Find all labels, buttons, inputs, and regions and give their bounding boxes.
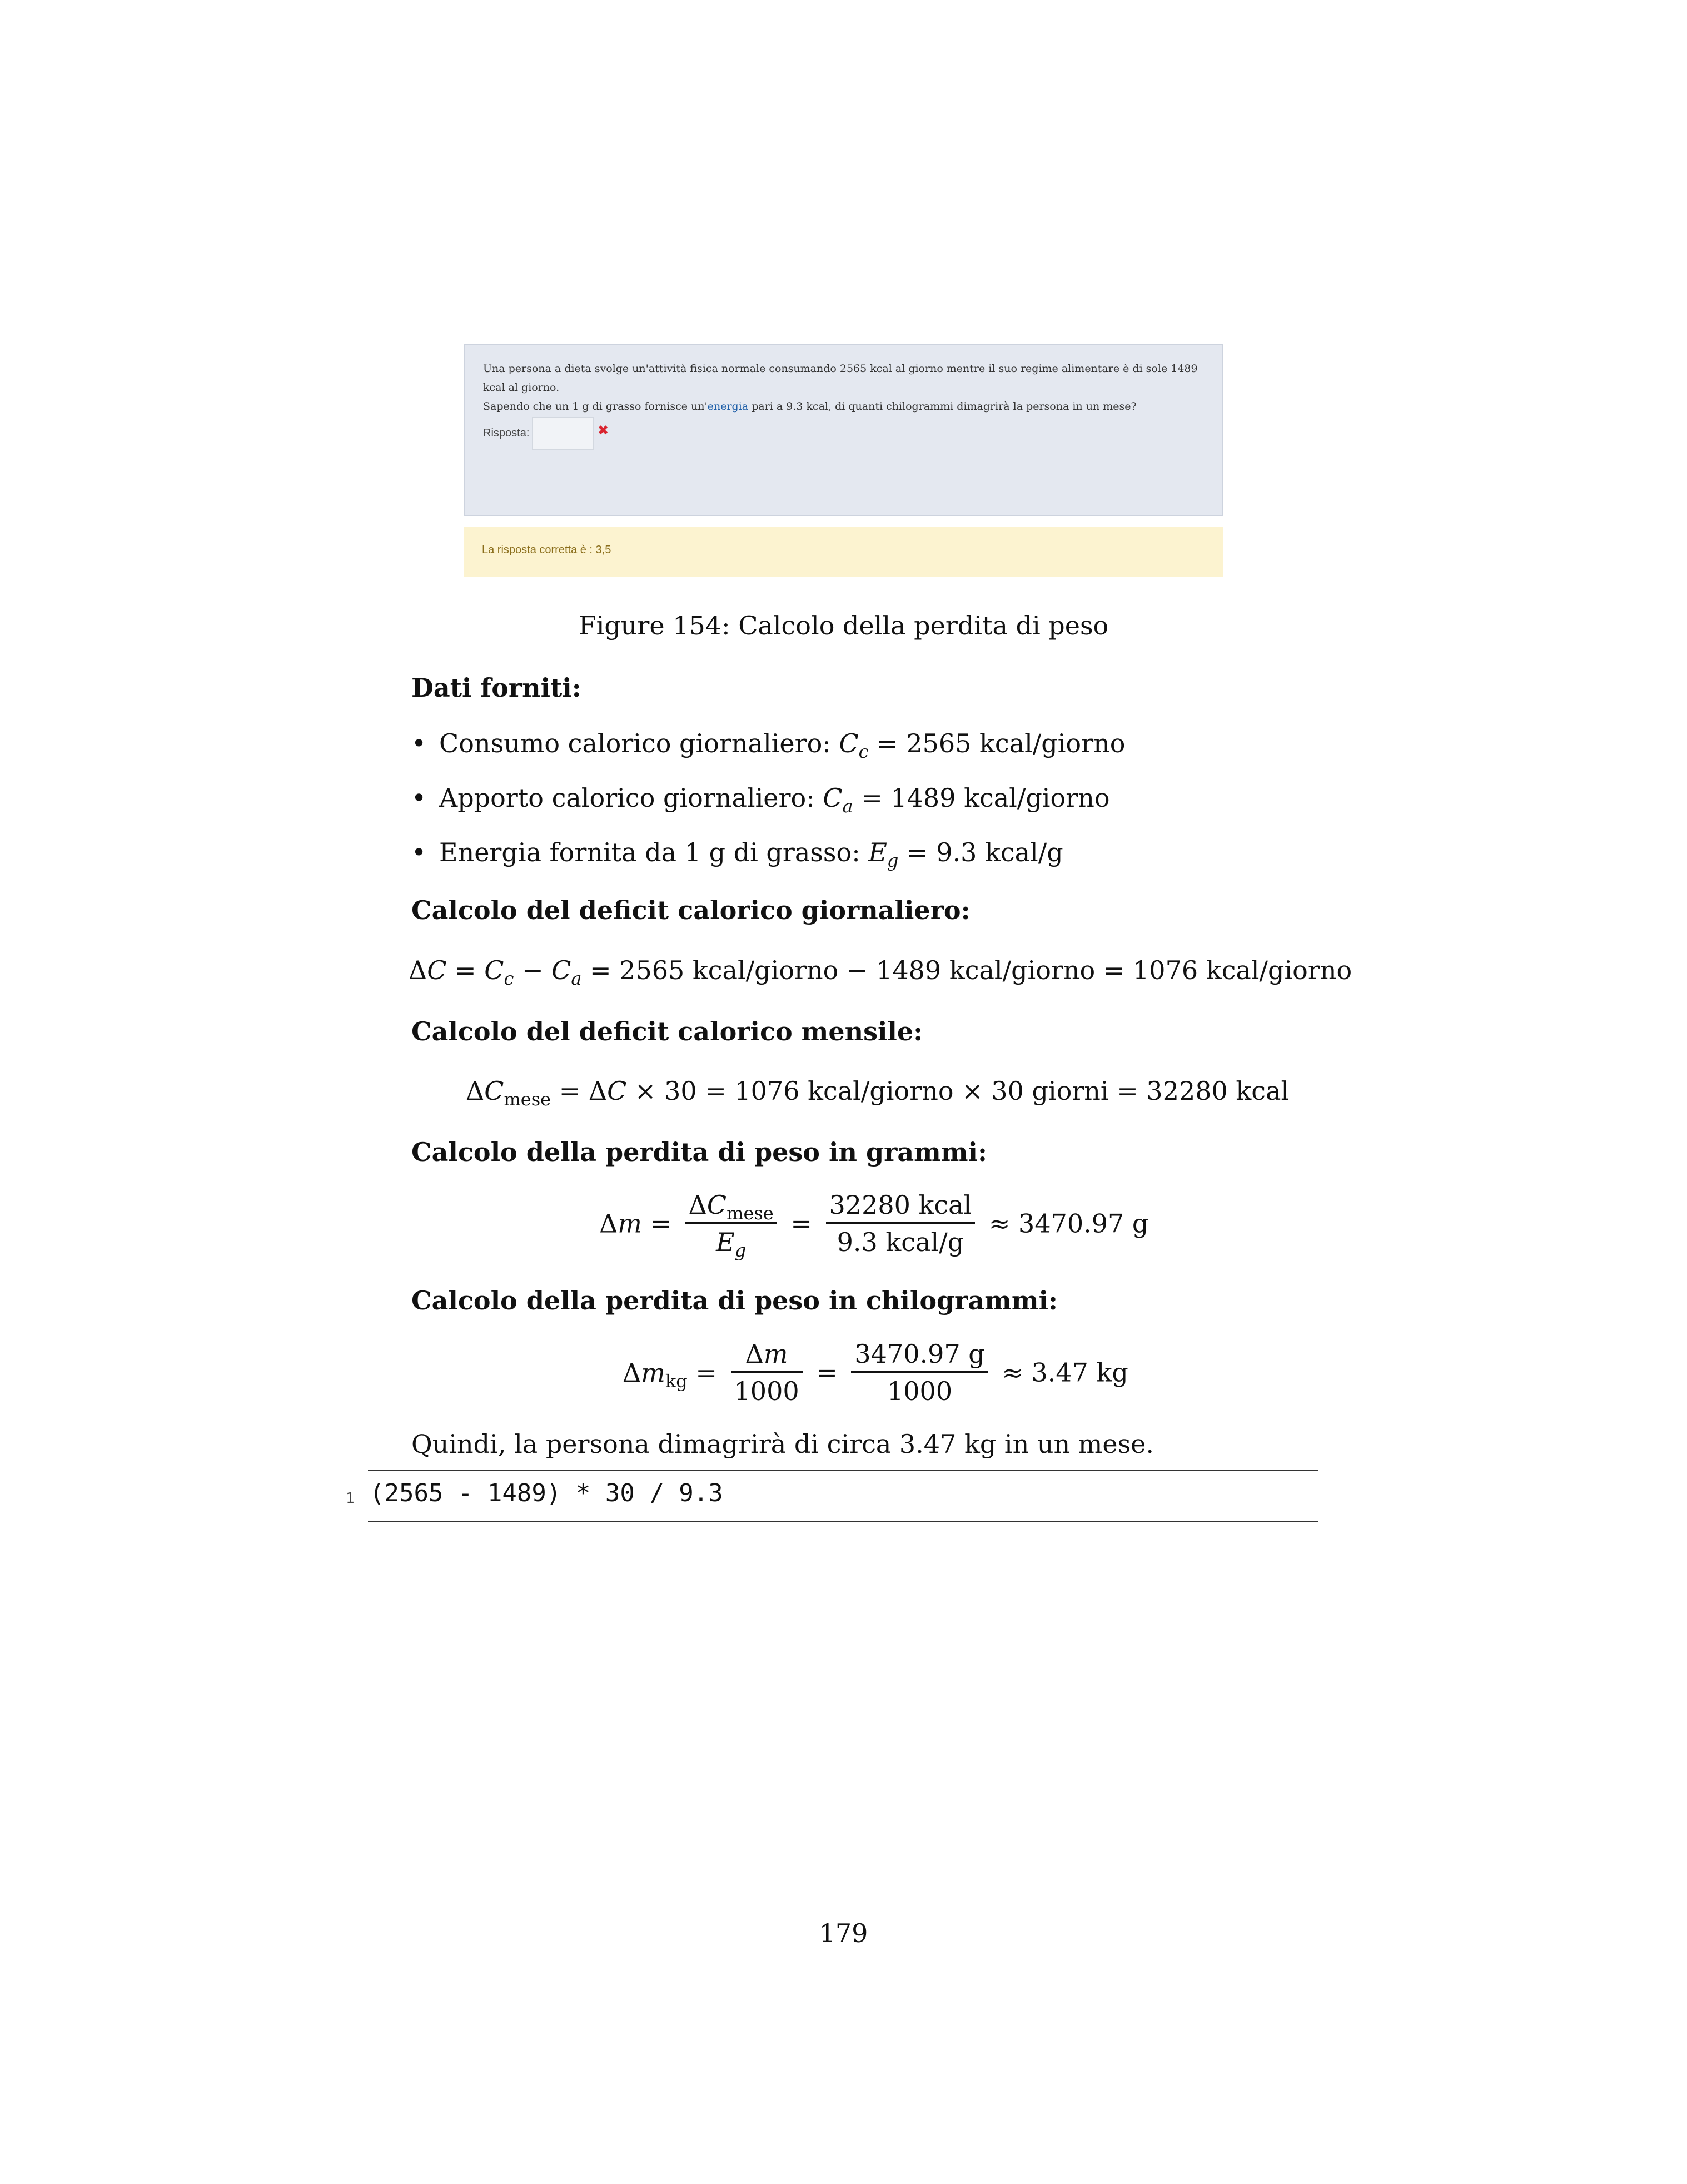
energia-link[interactable]: energia [707, 400, 749, 413]
fraction: $\frac{\Delta m}{1000}$ [731, 1339, 803, 1406]
answer-label: Risposta: [483, 427, 530, 439]
section-perdita-grammi: Calcolo della perdita di peso in grammi: [411, 1137, 987, 1167]
quiz-question [483, 359, 1206, 416]
page-number: 179 [819, 1918, 868, 1948]
section-deficit-giornaliero: Calcolo del deficit calorico giornaliero: [411, 895, 971, 925]
section-deficit-mensile: Calcolo del deficit calorico mensile: [411, 1016, 923, 1046]
code-line-number: 1 [346, 1490, 355, 1507]
conclusion: Quindi, la persona dimagrirà di circa 3.47 kg in un mese. [411, 1429, 1154, 1459]
fraction: $\frac{3470.97 g}{1000}$ [851, 1339, 988, 1406]
figure-caption: Figure 154: Calcolo della perdita di peso [578, 610, 1109, 641]
question-line-1: Una persona a dieta svolge un'attività fisica normale consumando 2565 kcal al giorno mentre il suo regime alimentare è di sole 1489 kcal al giorno. [483, 363, 1198, 394]
question-line-2b: pari a 9.3 kcal, di quanti chilogrammi dimagrirà la persona in un mese? [748, 400, 1137, 413]
equation-grams: Δm = $\frac{\Delta C_{mese}}{E_g}$ = $\frac{\text{32280 kcal}}{\text{9.3 kcal/g}}$ ≈ 3470.97 g [599, 1190, 1149, 1261]
bullet: • [411, 783, 427, 813]
question-line-2a: Sapendo che un 1 g di grasso fornisce un' [483, 400, 708, 413]
section-perdita-kg: Calcolo della perdita di peso in chilogrammi: [411, 1285, 1058, 1316]
correct-answer-box [464, 527, 1223, 577]
code-top-rule [368, 1470, 1318, 1471]
fraction: $\frac{\text{32280 kcal}}{\text{9.3 kcal/g}}$ [826, 1190, 976, 1257]
list-item: • Energia fornita da 1 g di grasso: $E_g = 9.3$ kcal/g [411, 837, 1063, 871]
bullet: • [411, 728, 427, 758]
quiz-panel [464, 344, 1223, 516]
code-bottom-rule [368, 1521, 1318, 1522]
equation-kilograms: $\Delta m_{kg}$ = $\frac{\Delta m}{1000}$ = $\frac{3470.97 g}{1000}$ ≈ 3.47 kg [623, 1339, 1128, 1406]
equation-daily-deficit: $\Delta C = C_c - C_a = 2565$ kcal/giorno − 1489 kcal/giorno = 1076 kcal/giorno [409, 955, 1352, 989]
correct-answer-text: La risposta corretta è : 3,5 [482, 544, 611, 556]
code-listing: (2565 - 1489) * 30 / 9.3 [370, 1479, 723, 1507]
bullet: • [411, 837, 427, 867]
equation-monthly-deficit: $\Delta C_{mese} = \Delta C \times 30 = 1076$ kcal/giorno × 30 giorni = 32280 kcal [466, 1076, 1290, 1110]
section-dati: Dati forniti: [411, 673, 581, 703]
wrong-answer-icon: ✖ [598, 423, 609, 438]
fraction: $\frac{\Delta C_{mese}}{E_g}$ [685, 1190, 777, 1257]
list-item: • Apporto calorico giornaliero: $C_a = 1489$ kcal/giorno [411, 783, 1110, 817]
answer-input[interactable] [532, 417, 594, 450]
list-item: • Consumo calorico giornaliero: $C_c = 2565$ kcal/giorno [411, 728, 1126, 762]
